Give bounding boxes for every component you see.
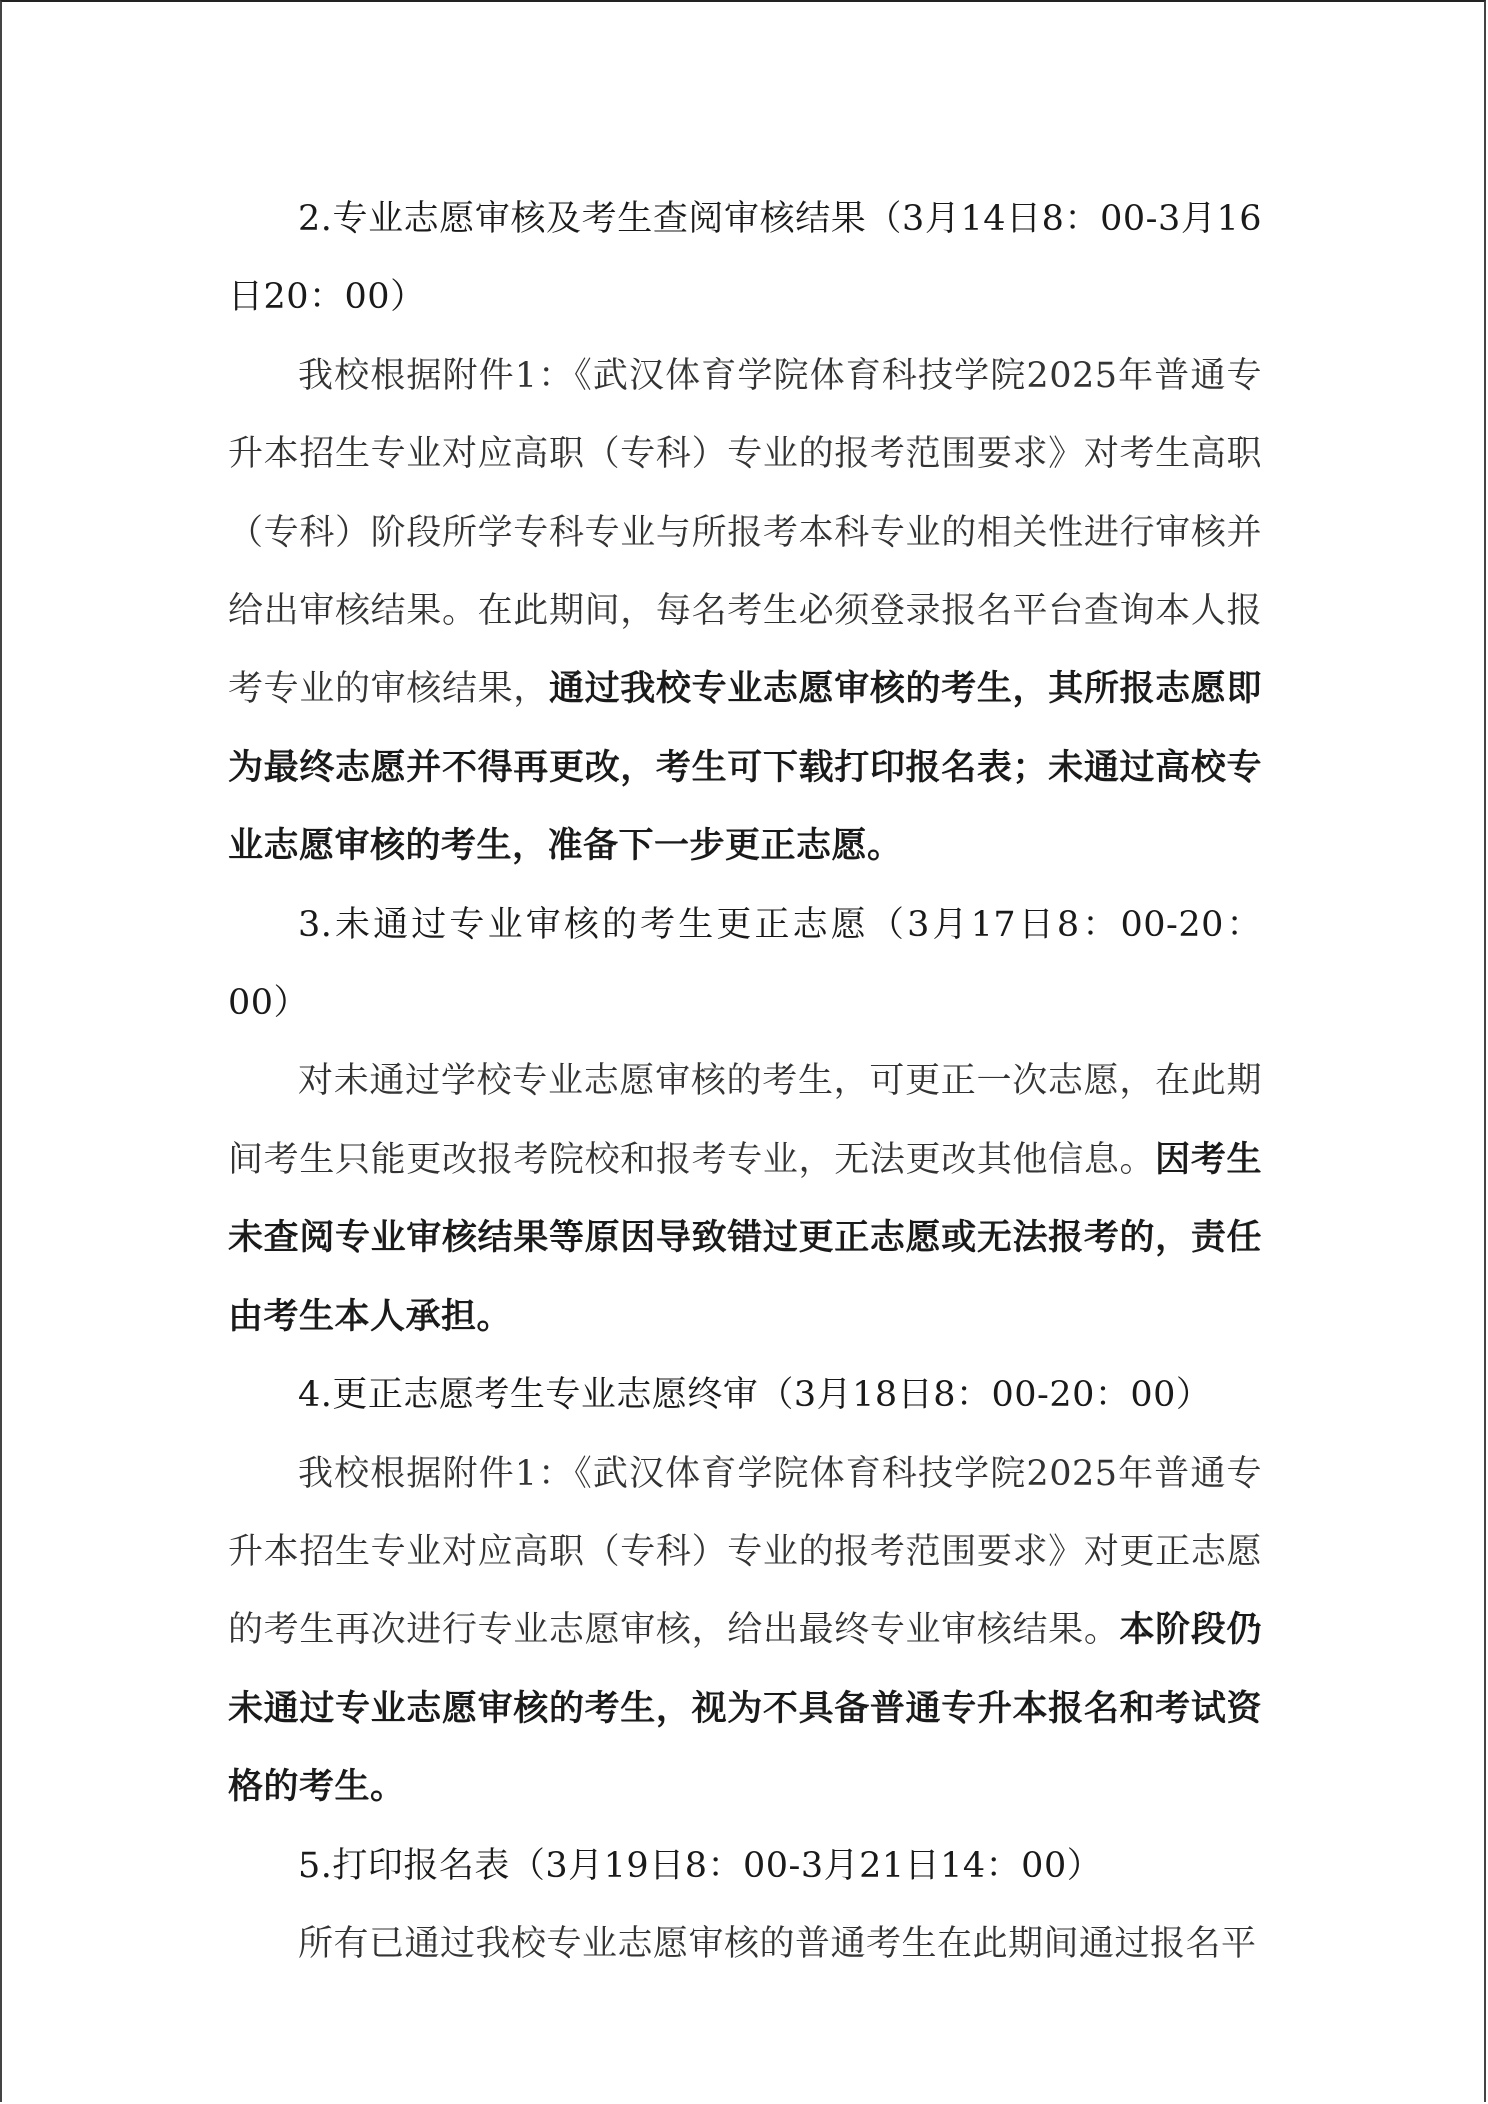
section-4-paragraph <box>228 1435 1262 1827</box>
section-2-text: 我校根据附件1：《武汉体育学院体育科技学院2025年普通专升本招生专业对应高职（专科）专业的报考范围要求》对考生高职（专科）阶段所学专科专业与所报考本科专业的相关性进行审核并给出审核结果。在此期间，每名考生必须登录报名平台查询本人报考专业的审核结果， <box>228 355 1262 710</box>
section-5-heading: 5.打印报名表（3月19日8：00-3月21日14：00） <box>298 1845 1103 1886</box>
section-3-heading: 3.未通过专业审核的考生更正志愿（3月17日8：00-20：00） <box>228 904 1262 1024</box>
section-2-heading: 2.专业志愿审核及考生查阅审核结果（3月14日8：00-3月16日20：00） <box>228 199 1262 318</box>
section-4-text: 我校根据附件1：《武汉体育学院体育科技学院2025年普通专升本招生专业对应高职（专科）专业的报考范围要求》对更正志愿的考生再次进行专业志愿审核，给出最终专业审核结果。 <box>228 1453 1262 1651</box>
section-3-bold-text: 因考生未查阅专业审核结果等原因导致错过更正志愿或无法报考的，责任由考生本人承担。 <box>228 1138 1262 1337</box>
section-4-bold-text: 本阶段仍未通过专业志愿审核的考生，视为不具备普通专升本报名和考试资格的考生。 <box>228 1609 1262 1808</box>
section-2-bold-text: 通过我校专业志愿审核的考生，其所报志愿即为最终志愿并不得再更改，考生可下载打印报名表；未通过高校专业志愿审核的考生，准备下一步更正志愿。 <box>228 668 1262 867</box>
section-3-text: 对未通过学校专业志愿审核的考生，可更正一次志愿，在此期间考生只能更改报考院校和报考专业，无法更改其他信息。 <box>228 1061 1262 1180</box>
section-4-heading: 4.更正志愿考生专业志愿终审（3月18日8：00-20：00） <box>298 1375 1212 1416</box>
section-3-paragraph <box>228 1042 1262 1356</box>
section-2-paragraph <box>228 337 1262 886</box>
document-body <box>228 180 1262 1983</box>
section-5-paragraph <box>228 1905 1262 1983</box>
section-5-text: 所有已通过我校专业志愿审核的普通考生在此期间通过报名平 <box>298 1923 1257 1964</box>
